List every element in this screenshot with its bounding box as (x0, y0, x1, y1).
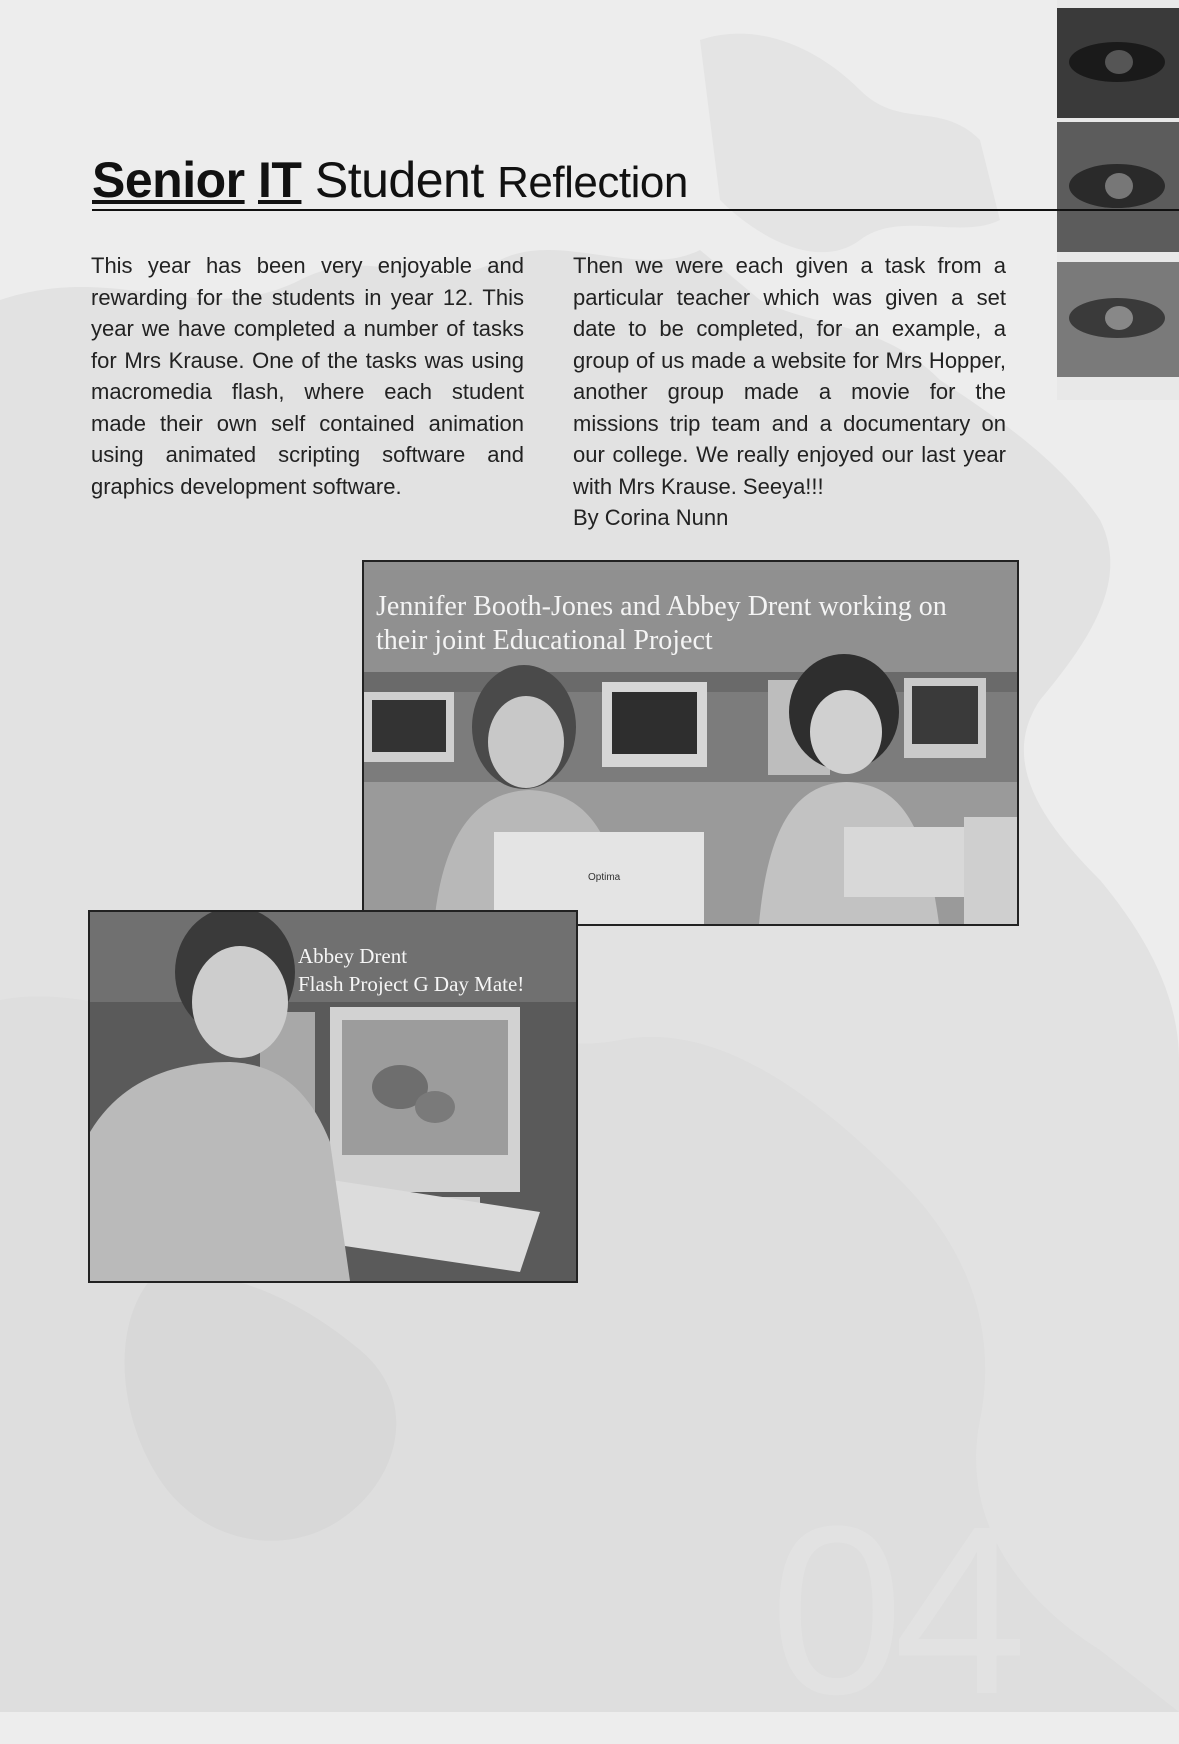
photo-students-caption (376, 590, 1012, 658)
photo-abbey-caption (298, 942, 524, 998)
title-underline-rule (92, 209, 1179, 211)
eye-image-strip (1057, 0, 1179, 400)
photo-students-working (362, 560, 1019, 926)
title-word-reflection: Reflection (497, 158, 688, 207)
photo-abbey-caption-line2: Flash Project G Day Mate! (298, 972, 525, 996)
photo-abbey-caption-line1: Abbey Drent (298, 944, 408, 968)
article-paragraph-left: This year has been very enjoyable and rewarding for the students in year 12. This year we have completed a number of tasks for Mrs Krause. One of the tasks was using macromedia flash, where each student made their own self contained animation using animated scripting software and graphics development software. (91, 253, 524, 499)
photo-abbey-flash-project (88, 910, 578, 1283)
photo-students-caption-line2: their joint Educational Project (376, 625, 713, 656)
article-left-column (91, 250, 524, 502)
title-word-it: IT (258, 152, 302, 208)
monitor-brand-label: Optima (588, 872, 621, 883)
article-byline: By Corina Nunn (573, 505, 729, 530)
title-word-senior: Senior (92, 152, 245, 208)
page-number: 04 (770, 1476, 1017, 1744)
title-word-student: Student (314, 152, 484, 208)
article-paragraph-right: Then we were each given a task from a particular teacher which was given a set date to be completed, for an example, a group of us made a website for Mrs Hopper, another group made a movie for the missions trip team and a documentary on our college. We really enjoyed our last year with Mrs Krause. Seeya!!! (573, 253, 1006, 499)
photo-students-caption-line1: Jennifer Booth-Jones and Abbey Drent working on (376, 591, 947, 622)
article-right-column (573, 250, 1006, 534)
page-title (92, 150, 688, 213)
